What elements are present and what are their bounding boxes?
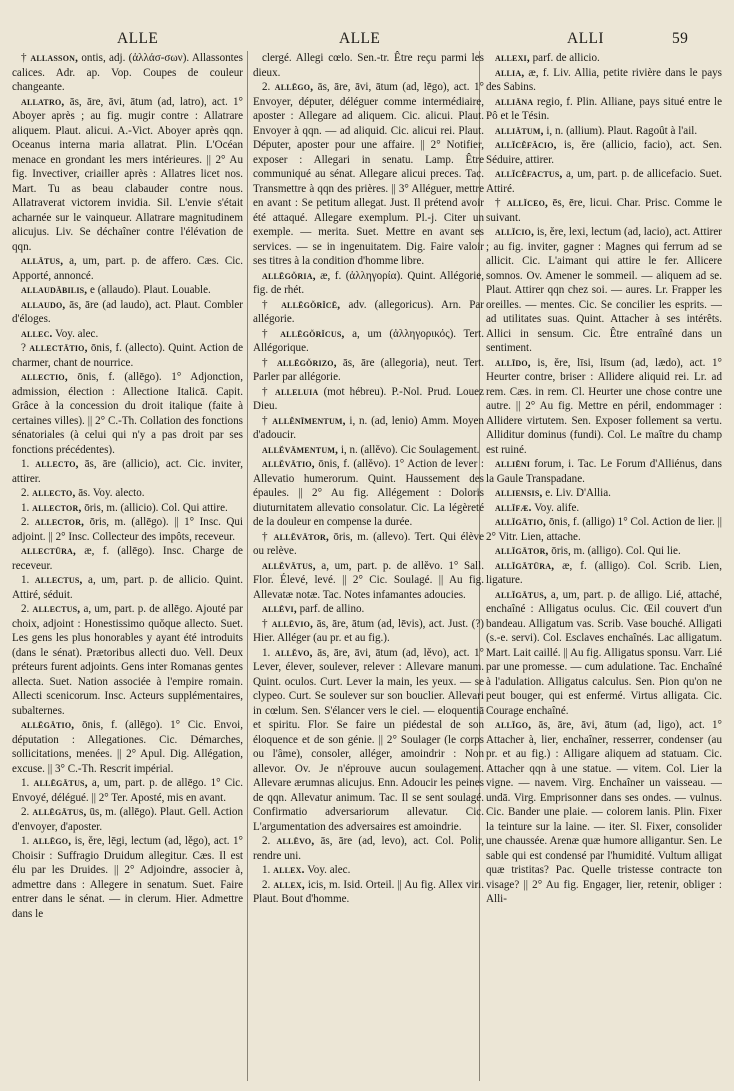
entry-headword: allĕnīmentum, — [272, 414, 346, 427]
dictionary-entry — [12, 501, 243, 516]
entry-definition: ōnis, f. (alligo) 1° Col. Action de lier. || 2° Vitr. Lien, attache. — [486, 516, 722, 543]
dictionary-entry — [12, 327, 243, 342]
dictionary-entry — [253, 298, 484, 327]
entry-definition: parf. de allino. — [296, 603, 365, 615]
dictionary-entry — [486, 356, 722, 458]
entry-headword: allaudābilis, — [21, 284, 88, 296]
entry-definition: ōris, m. (allēgo). || 1° Insc. Qui adjoint. || 2° Insc. Collecteur des impôts, receveur. — [12, 516, 243, 543]
entry-marker: † — [21, 52, 31, 64]
entry-definition: ōris, m. (allicio). Col. Qui attire. — [81, 501, 228, 514]
entry-marker: 2. — [262, 878, 274, 891]
dictionary-entry — [12, 283, 243, 298]
entry-definition: a, um (ἀλληγορικός). Tert. Allégorique. — [253, 327, 484, 354]
entry-definition: a, um, part. p. de allēgo. Ajouté par choix, adjoint : Honestissimo quŏque allecto. Suet. Les gens les plus honorables y ayant été introduits (dans le sénat). Prætoribus allecti duo. Vell. Deux préteurs furent adjoints. Gens inter Romanas gentes allecta. Suet. Nation associée à l'empire romain. Allecti scenicorum. Insc. Acteurs supplémentaires, subalternes. — [12, 603, 243, 717]
dictionary-entry — [253, 834, 484, 863]
entry-marker: † — [495, 197, 507, 209]
entry-definition: e. Liv. D'Allia. — [542, 487, 611, 499]
entry-definition: Voy. alife. — [531, 501, 580, 514]
dictionary-entry — [253, 356, 484, 385]
entry-definition: i, n. (allĕvo). Cic Soulagement. — [338, 443, 480, 456]
dictionary-entry — [253, 51, 484, 80]
dictionary-entry — [253, 863, 484, 878]
dictionary-entry — [486, 196, 722, 225]
entry-definition: a, um, part. p. de allēgo. 1° Cic. Envoyé, délégué. || 2° Ter. Aposté, mis en avant. — [12, 777, 243, 804]
entry-headword: allĕvātus, — [262, 559, 316, 572]
entry-definition: is, ĕre (allicio, facio), act. Sen. Séduire, attirer. — [486, 139, 722, 166]
entry-definition: regio, f. Plin. Alliane, pays situé entre le Pô et le Tésin. — [486, 95, 722, 122]
dictionary-entry — [486, 225, 722, 356]
entry-definition: ōnis, f. (allēgo). 1° Cic. Envoi, députation : Allegationes. Cic. Démarches, sollicitations, menées. || 2° Apul. Dig. Allégation, excuse. || 3° C.-Th. Rescrit impérial. — [12, 719, 243, 775]
dictionary-entry — [12, 254, 243, 283]
dictionary-entry — [486, 167, 722, 196]
entry-headword: allĭgo, — [495, 719, 532, 731]
dictionary-entry — [486, 486, 722, 501]
entry-headword: allĕvātor, — [273, 530, 329, 543]
entry-marker: 1. — [262, 864, 274, 876]
dictionary-entry — [12, 544, 243, 573]
dictionary-entry — [486, 501, 722, 516]
entry-definition: ōnis, f. (allĕvo). 1° Action de lever : Allevatio humerorum. Quint. Haussement des épaules. || 2° Au fig. Allégement : Doloris diuturnitatem allevatio consolatur. Cic. La légèreté de la douleur en compense la durée. — [253, 458, 484, 528]
dictionary-entry — [12, 573, 243, 602]
entry-definition: a, um, part. p. de affero. Cæs. Cic. Apporté, annoncé. — [12, 255, 243, 282]
page-number: 59 — [672, 30, 689, 47]
entry-marker: 2. — [262, 835, 277, 847]
dictionary-entry — [12, 776, 243, 805]
entry-definition: æ, f. (ἀλληγορία). Quint. Allégorie, fig. de rhét. — [253, 269, 484, 296]
dictionary-entry — [12, 834, 243, 921]
entry-definition: ōris, m. (alligo). Col. Qui lie. — [548, 545, 681, 557]
dictionary-entry — [486, 718, 722, 907]
dictionary-entry — [12, 370, 243, 457]
dictionary-entry — [253, 443, 484, 458]
header-right-word: ALLI — [567, 30, 604, 47]
dictionary-entry — [253, 559, 484, 603]
entry-definition: a, um, part. p. de allicefacio. Suet. Attiré. — [486, 168, 722, 195]
entry-marker: † — [262, 617, 272, 630]
column-divider-1 — [247, 51, 248, 1081]
running-head — [0, 30, 734, 50]
entry-definition: icis, m. Isid. Orteil. || Au fig. Allex viri. Plaut. Bout d'homme. — [253, 878, 484, 905]
entry-headword: allĭcio, — [495, 226, 535, 238]
dictionary-entry — [486, 559, 722, 588]
entry-headword: allexi, — [495, 52, 530, 64]
entry-headword: allēgātus, — [32, 806, 87, 818]
entry-definition: æ, f. (allēgo). Insc. Charge de receveur. — [12, 545, 243, 572]
entry-definition: forum, i. Tac. Le Forum d'Alliénus, dans la Gaule Transpadane. — [486, 458, 722, 485]
dictionary-entry — [253, 385, 484, 414]
entry-definition: a, um, part. p. de alligo. Lié, attaché, enchaîné : Alligatus oculus. Cic. Œil couvert d'un bandeau. Alligatum vas. Scrib. Vase bouché. Alligati (s.-e. servi). Col. Esclaves enchaînés. Lac alligatum. Mart. Lait caillé. || Au fig. Alligatus sponsu. Varr. Lié par une promesse. — cum adulatione. Tac. Enchaîné à l'adulation. Alligatus calculus. Sen. Pion qu'on ne peut bouger, qui est enfermé. Virtus alligata. Cic. Courage enchaîné. — [486, 588, 722, 717]
dictionary-entry — [486, 515, 722, 544]
entry-headword: allĭgātor, — [495, 545, 549, 557]
entry-headword: allĭgātus, — [495, 588, 547, 601]
entry-marker: 2. — [21, 806, 33, 818]
entry-headword: allec. — [21, 327, 53, 340]
entry-headword: allĕvātio, — [262, 458, 315, 470]
entry-marker: ? — [21, 342, 30, 354]
entry-definition: (mot hébreu). P.-Nol. Prud. Louez Dieu. — [253, 385, 484, 412]
entry-headword: allĭceo, — [506, 197, 549, 209]
entry-definition: clergé. Allegi cœlo. Sen.-tr. Être reçu parmi les dieux. — [253, 52, 484, 79]
entry-headword: allatro, — [21, 95, 65, 108]
entry-headword: allēgo, — [274, 81, 314, 93]
entry-definition: is, ĕre, lexi, lectum (ad, lacio), act. Attirer ; au fig. inviter, gagner : Magnes qui ferrum ad se allicit. Cic. L'aimant qui attire le fer. Allicere somnos. Ov. Amener le sommeil. — aliquem ad se. Plaut. Attirer qqn chez soi. — aures. Lr. Frapper les oreilles. — mentes. Cic. Se concilier les esprits. — ad utilitates suas. Quint. Attacher à ses intérêts. Allici in sensum. Cic. Être entraîné dans un sentiment. — [486, 226, 722, 354]
entry-marker: 2. — [21, 603, 33, 615]
entry-definition: adv. (allegoricus). Arn. Par allégorie. — [253, 298, 484, 325]
entry-headword: allēgŏrĭcē, — [281, 298, 341, 311]
dictionary-entry — [486, 457, 722, 486]
entry-marker: † — [262, 356, 278, 369]
dictionary-entry — [12, 341, 243, 370]
dictionary-entry — [253, 617, 484, 646]
entry-headword: allīdo, — [495, 356, 531, 369]
entry-marker: 1. — [262, 646, 275, 659]
dictionary-entry — [12, 298, 243, 327]
entry-headword: allēgātus, — [33, 777, 88, 789]
dictionary-entry — [486, 124, 722, 139]
entry-headword: allĕvāmentum, — [262, 443, 339, 456]
entry-headword: allectus, — [34, 574, 83, 586]
entry-definition: a, um, part. p. de allĕvo. 1° Sall. Flor. Élevé, levé. || 2° Cic. Soulagé. || Au fig. Allevatæ notæ. Tac. Notes infamantes adoucies. — [253, 559, 484, 601]
dictionary-entry — [253, 457, 484, 530]
entry-definition: ās, āre, āvi, ātum (ad, lēgo), act. 1° Envoyer, députer, déléguer comme intermédiaire, aposter : Allegare ad aliquem. Cic. alicui. Plaut. Envoyer à qqn. — ad aliquid. Cic. alicui rei. Plaut. Députer, aposter pour une affaire. || 2° Notifier, exposer : Allegari in senatu. Lamp. Être communiqué au sénat. Allegare alicui preces. Tac. Transmettre à qqn des prières. || 3° Alléguer, mettre en avant : Se petitum allegat. Just. Il prétend avoir été attaqué. Allegare exemplum. Pl.-j. Citer un exemple. — merita. Suet. Mettre en avant ses services. — se in ingenuitatem. Dig. Faire valoir ses titres à la condition d'homme libre. — [253, 81, 484, 267]
entry-definition: ās, āre, āvi, ātum (ad, lĕvo), act. 1° Lever, élever, soulever, relever : Allevare manum. Quint. oculos. Curt. Lever la main, les yeux. — se clypeo. Curt. Se soulever sur son bouclier. Allevari in cœlum. Sen. S'élancer vers le ciel. — eloquentiā et spiritu. Flor. Se faire un piédestal de son éloquence et de son génie. || 2° Soulager (le corps ou l'âme), consoler, alléger, amoindrir : Non allevor. Ov. Je n'éprouve aucun soulagement. Allevare ærumnas alicujus. Enn. Adoucir les peines de qqn. Allevatur animum. Tac. Il se sent soulagé. Confirmatio adversariorum allevatur. Cic. L'argumentation des adversaires est amoindrie. — [253, 646, 484, 833]
entry-headword: allēgŏrizo, — [277, 356, 337, 369]
entry-headword: allĭgātio, — [495, 516, 547, 528]
entry-headword: allasson, — [30, 52, 79, 64]
entry-headword: allex, — [273, 878, 305, 891]
entry-headword: allĭgātūra, — [495, 559, 555, 572]
entry-headword: allātus, — [21, 255, 64, 267]
entry-marker: † — [262, 414, 273, 427]
entry-headword: alliensis, — [495, 487, 543, 499]
dictionary-entry — [253, 327, 484, 356]
entry-definition: ās, āre (ad laudo), act. Plaut. Combler d'éloges. — [12, 298, 243, 325]
entry-headword: allecto, — [35, 458, 79, 470]
dictionary-entry — [486, 588, 722, 719]
entry-headword: allectio, — [21, 371, 68, 383]
entry-headword: allēgo, — [32, 835, 72, 847]
column-2 — [253, 51, 484, 1081]
dictionary-entry — [486, 51, 722, 66]
dictionary-entry — [12, 515, 243, 544]
entry-marker: 2. — [21, 516, 35, 528]
header-left-word: ALLE — [117, 30, 159, 47]
dictionary-entry — [12, 718, 243, 776]
entry-headword: allēgŏrĭcus, — [280, 327, 345, 340]
entry-definition: ās, āre (allegoria), neut. Tert. Parler par allégorie. — [253, 356, 484, 383]
entry-definition: ās, āre, āvi, ātum (ad, ligo), act. 1° Attacher à, lier, enchaîner, resserrer, condenser (au pr. et au fig.) : Alligare aliquem ad statuam. Cic. Attacher qqn à une statue. — vitem. Col. Lier la vigne. — navem. Virg. Enchaîner un vaisseau. — undā. Virg. Emprisonner dans ses ondes. — vulnus. Cic. Bander une plaie. — colorem lanis. Plin. Fixer la teinture sur la laine. — iter. Sl. Fixer, consolider une chaussée. Arenæ quæ humore alligantur. Sen. Le sable qui est condensé par l'humidité. Vultum alligat quæ tristitas? Pac. Quelle tristesse contracte ton visage? || 2° Au fig. Engager, lier, retenir, obliger : Alli- — [486, 719, 722, 905]
entry-headword: allēgātio, — [21, 719, 75, 731]
entry-headword: alleluia — [275, 385, 319, 398]
entry-headword: allia, — [495, 66, 525, 79]
dictionary-entry — [253, 530, 484, 559]
entry-marker: 1. — [21, 501, 33, 514]
dictionary-entry — [486, 138, 722, 167]
entry-headword: allĭcĕfactus, — [495, 168, 563, 180]
entry-headword: allēvo, — [276, 835, 315, 847]
entry-marker: 1. — [21, 574, 35, 586]
dictionary-entry — [253, 602, 484, 617]
dictionary-entry — [12, 51, 243, 95]
column-1 — [12, 51, 243, 1081]
dictionary-entry — [12, 457, 243, 486]
entry-definition: ēs, ēre, licui. Char. Prisc. Comme le suivant. — [486, 197, 722, 224]
dictionary-entry — [12, 602, 243, 718]
entry-marker: † — [262, 298, 282, 311]
entry-definition: Voy. alec. — [304, 864, 351, 876]
entry-headword: allecto, — [32, 487, 76, 499]
entry-headword: allēgŏria, — [262, 269, 316, 282]
entry-definition: ās, āre (ad, levo), act. Col. Polir, rendre uni. — [253, 835, 484, 862]
entry-marker: 2. — [21, 487, 33, 499]
entry-definition: æ, f. (alligo). Col. Scrib. Lien, ligature. — [486, 559, 722, 586]
entry-headword: alliēni — [495, 458, 531, 470]
entry-headword: allĕvo, — [274, 646, 313, 659]
dictionary-entry — [253, 269, 484, 298]
entry-marker: 1. — [21, 458, 36, 470]
entry-definition: ōnis, f. (allecto). Quint. Action de charmer, chant de nourrice. — [12, 342, 243, 369]
entry-headword: allectūra, — [21, 545, 77, 557]
entry-headword: alliātum, — [495, 124, 544, 137]
dictionary-entry — [12, 805, 243, 834]
entry-headword: alliāna — [495, 95, 534, 108]
dictionary-entry — [12, 486, 243, 501]
entry-headword: allectātio, — [29, 342, 88, 354]
entry-headword: allĭfæ. — [495, 501, 532, 514]
entry-definition: e (allaudo). Plaut. Louable. — [87, 284, 211, 296]
dictionary-entry — [486, 66, 722, 95]
entry-headword: allector, — [32, 501, 82, 514]
dictionary-entry — [253, 80, 484, 269]
entry-definition: ūs, m. (allēgo). Plaut. Gell. Action d'envoyer, d'aposter. — [12, 806, 243, 833]
column-3 — [486, 51, 722, 1081]
entry-headword: allex. — [273, 864, 305, 876]
entry-headword: allector, — [34, 516, 85, 528]
entry-headword: allēvio, — [271, 617, 314, 630]
entry-definition: ās, āre, ātum (ad, lēvis), act. Just. (?) Hier. Alléger (au pr. et au fig.). — [253, 617, 484, 644]
entry-definition: ōnis, f. (allēgo). 1° Adjonction, admission, élection : Allectione Italicā. Capit. Grâce à la concession du droit italique (faite à certaines villes). || 2° C.-Th. Collation des fonctions sénatoriales (à celui qui n'y a pas droit par ses fonctions précédentes). — [12, 371, 243, 456]
entry-marker: † — [262, 327, 281, 340]
dictionary-entry — [486, 95, 722, 124]
entry-definition: parf. de allicio. — [529, 52, 600, 64]
dictionary-entry — [12, 95, 243, 255]
entry-headword: allectus, — [32, 603, 81, 615]
entry-definition: ās. Voy. alecto. — [75, 487, 145, 499]
entry-definition: ontis, adj. (ἀλλάσ-σων). Allassontes calices. Adr. ap. Vop. Coupes de couleur changeante. — [12, 52, 243, 93]
dictionary-entry — [253, 878, 484, 907]
entry-definition: i, n. (ad, lenio) Amm. Moyen d'adoucir. — [253, 414, 484, 441]
entry-headword: allaudo, — [21, 298, 66, 311]
entry-definition: is, ĕre, lēgi, lectum (ad, lĕgo), act. 1° Choisir : Suffragio Druidum allegitur. Cæs. Il est élu par les Druides. || 2° Adjoindre, associer à, admettre dans : Allegere in senatum. Suet. Faire entrer dans le sénat. — in clerum. Hier. Admettre dans le — [12, 835, 243, 920]
entry-marker: 1. — [21, 777, 34, 789]
entry-headword: allēvi, — [262, 603, 297, 615]
entry-marker: † — [262, 530, 274, 543]
entry-definition: is, ĕre, līsi, līsum (ad, lædo), act. 1° Heurter contre, briser : Allidere aliquid rei. Lr. ad rem. Cæs. in rem. Cl. Heurter une chose contre une autre. || 2° Au fig. Mettre en péril, endommager : Allidere virtutem. Sen. Exposer follement sa vertu. Alliditur dominus (fundi). Col. Le maître du champ est ruiné. — [486, 356, 722, 456]
dictionary-entry — [253, 646, 484, 835]
entry-marker: 2. — [262, 81, 275, 93]
entry-definition: a, um, part. p. de allicio. Quint. Attiré, séduit. — [12, 574, 243, 601]
entry-marker: 1. — [21, 835, 33, 847]
entry-headword: allĭcĕfăcio, — [495, 139, 557, 151]
entry-marker: † — [262, 385, 276, 398]
entry-definition: ōris, m. (allevo). Tert. Qui élève ou relève. — [253, 530, 484, 557]
entry-definition: i, n. (allium). Plaut. Ragoût à l'ail. — [543, 124, 698, 137]
entry-definition: ās, āre (allicio), act. Cic. inviter, attirer. — [12, 458, 243, 485]
dictionary-entry — [253, 414, 484, 443]
entry-definition: æ, f. Liv. Allia, petite rivière dans le pays des Sabins. — [486, 66, 722, 93]
header-middle-word: ALLE — [339, 30, 381, 47]
dictionary-entry — [486, 544, 722, 559]
entry-definition: ās, āre, āvi, ātum (ad, latro), act. 1° Aboyer après ; au fig. mugir contre : Allatrare aliquem. Plaut. alicui. A.-Vict. Aboyer après qqn. Oceanus interna maria allatrat. Plin. L'Océan menace en grondant les mers intérieures. || 2° Au fig. Invectiver, criailler après : Allatres licet nos. Mart. Tu as beau clabauder contre nous. Allatraverat victorem invidia. Sil. L'envie s'était acharnée sur le vainqueur. Allatrare magnitudinem alicujus. Liv. Se déchaîner contre l'élévation de qqn. — [12, 95, 243, 253]
entry-definition: Voy. alec. — [52, 327, 99, 340]
